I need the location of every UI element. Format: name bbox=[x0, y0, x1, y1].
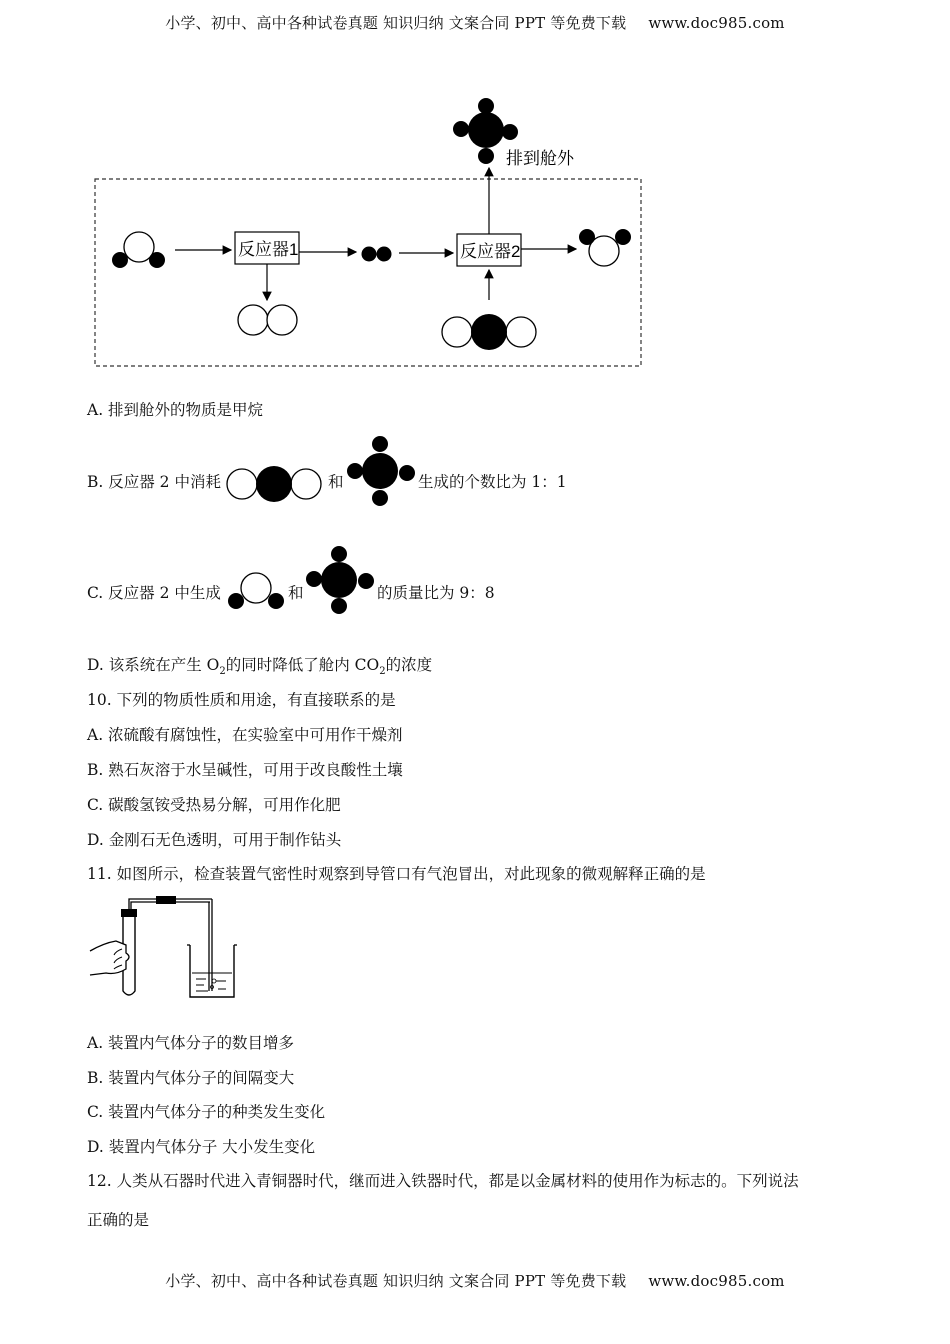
q9-option-c-suffix: 的质量比为 9：8 bbox=[377, 584, 495, 602]
hydrogen-molecule bbox=[362, 247, 392, 262]
q11-option-b[interactable]: B. 装置内气体分子的间隔变大 bbox=[87, 1069, 295, 1087]
q10-option-d[interactable]: D. 金刚石无色透明，可用于制作钻头 bbox=[87, 831, 342, 849]
page-footer bbox=[0, 1270, 950, 1291]
exhaust-label: 排到舱外 bbox=[506, 149, 574, 168]
co2-molecule-icon bbox=[222, 464, 326, 504]
q9-option-c-and: 和 bbox=[288, 584, 304, 602]
oxygen-molecule-output bbox=[238, 305, 297, 335]
reactor2-label: 反应器2 bbox=[460, 242, 521, 261]
q9-option-b-prefix[interactable]: B. 反应器 2 中消耗 bbox=[87, 473, 221, 491]
q10-stem: 10. 下列的物质性质和用途，有直接联系的是 bbox=[87, 691, 396, 709]
q9-option-b-suffix: 生成的个数比为 1：1 bbox=[418, 473, 567, 491]
q11-stem: 11. 如图所示，检查装置气密性时观察到导管口有气泡冒出，对此现象的微观解释正确的是 bbox=[87, 865, 706, 883]
q9-option-a[interactable]: A. 排到舱外的物质是甲烷 bbox=[87, 401, 264, 419]
header-text: 小学、初中、高中各种试卷真题 知识归纳 文案合同 PPT 等免费下载 bbox=[165, 14, 627, 32]
water-molecule-output bbox=[579, 229, 631, 266]
header-url[interactable]: www.doc985.com bbox=[648, 14, 785, 32]
airtightness-apparatus-figure bbox=[86, 893, 246, 1005]
q10-option-a[interactable]: A. 浓硫酸有腐蚀性，在实验室中可用作干燥剂 bbox=[87, 726, 403, 744]
q9-option-b-and: 和 bbox=[328, 473, 344, 491]
water-molecule-input bbox=[112, 232, 165, 268]
methane-molecule-icon-c bbox=[304, 546, 376, 616]
footer-url[interactable]: www.doc985.com bbox=[648, 1272, 785, 1290]
methane-molecule-icon-b bbox=[344, 436, 418, 508]
q9-option-d[interactable]: D. 该系统在产生 $O_2$的同时降低了舱内 $CO_2$的浓度 bbox=[87, 656, 433, 678]
q10-option-c[interactable]: C. 碳酸氢铵受热易分解，可用作化肥 bbox=[87, 796, 341, 814]
system-boundary bbox=[95, 179, 641, 366]
water-molecule-icon bbox=[226, 570, 286, 612]
q11-option-a[interactable]: A. 装置内气体分子的数目增多 bbox=[87, 1034, 295, 1052]
q11-option-d[interactable]: D. 装置内气体分子 大小发生变化 bbox=[87, 1138, 316, 1156]
carbon-dioxide-molecule-input bbox=[442, 314, 536, 350]
footer-text: 小学、初中、高中各种试卷真题 知识归纳 文案合同 PPT 等免费下载 bbox=[165, 1272, 627, 1290]
reaction-system-diagram bbox=[0, 0, 950, 380]
q12-stem-line2: 正确的是 bbox=[87, 1211, 150, 1229]
q11-option-c[interactable]: C. 装置内气体分子的种类发生变化 bbox=[87, 1103, 326, 1121]
reactor1-label: 反应器1 bbox=[238, 240, 299, 259]
q9-option-c-prefix[interactable]: C. 反应器 2 中生成 bbox=[87, 584, 221, 602]
q10-option-b[interactable]: B. 熟石灰溶于水呈碱性，可用于改良酸性土壤 bbox=[87, 761, 403, 779]
q12-stem-line1: 12. 人类从石器时代进入青铜器时代，继而进入铁器时代，都是以金属材料的使用作为标志的。下列说法 bbox=[87, 1172, 799, 1190]
